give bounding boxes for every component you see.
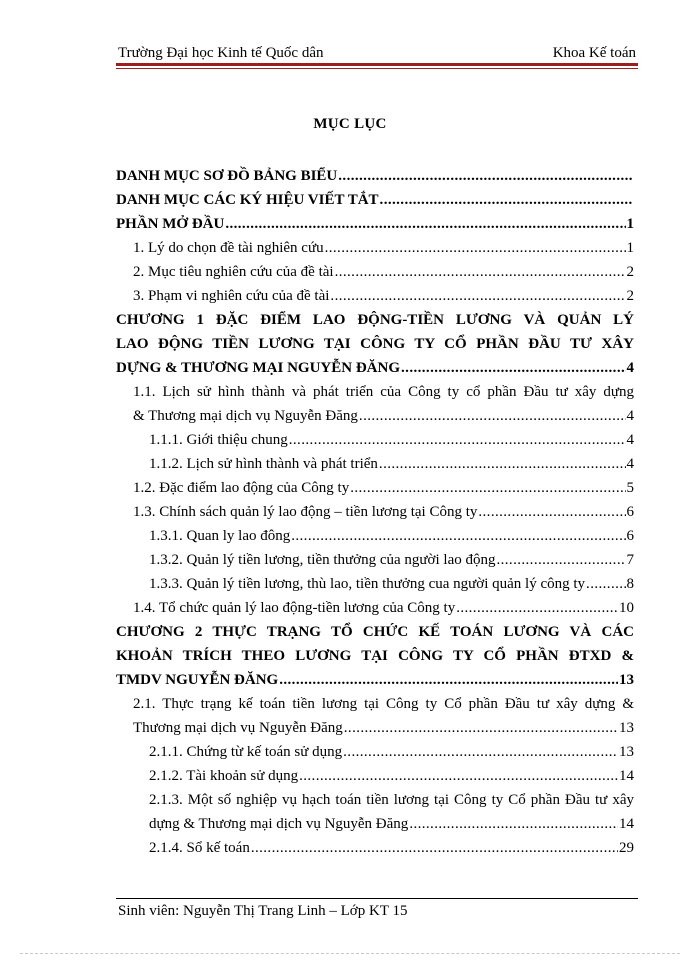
toc-entry[interactable] — [149, 452, 634, 476]
toc-entry-line[interactable]: 2.1. Thực trạng kế toán tiền lương tại Công ty Cổ phần Đầu tư xây dựng & — [133, 696, 634, 712]
toc-entry-text: 2.1.2. Tài khoản sử dụng — [149, 768, 299, 784]
toc-leader — [291, 524, 625, 548]
toc-leader — [401, 356, 625, 380]
toc-leader — [251, 836, 618, 860]
toc-entry[interactable] — [133, 716, 634, 740]
toc-entry-line[interactable]: 1.1. Lịch sử hình thành và phát triển của Công ty cổ phần Đầu tư xây dựng — [133, 384, 634, 400]
toc-leader — [379, 452, 626, 476]
toc-entry[interactable] — [133, 596, 634, 620]
toc-entry-text: DỰNG & THƯƠNG MẠI NGUYỄN ĐĂNG — [116, 360, 401, 376]
toc-leader — [478, 500, 625, 524]
toc-entry-line[interactable]: KHOẢN TRÍCH THEO LƯƠNG TẠI CÔNG TY CỔ PHẦN ĐTXD & — [116, 648, 634, 664]
toc-entry-text: 1.1.1. Giới thiệu chung — [149, 432, 288, 448]
header-rule-thin — [116, 68, 638, 69]
header-faculty: Khoa Kế toán — [552, 45, 636, 61]
toc-entry-text: 1.3.3. Quản lý tiền lương, thù lao, tiền thưởng cua người quản lý công ty — [149, 576, 586, 592]
toc-entry-text: & Thương mại dịch vụ Nguyễn Đăng — [133, 408, 358, 424]
toc-entry-page: 4 — [626, 360, 634, 376]
toc-leader — [338, 164, 633, 188]
header-rule — [116, 63, 638, 66]
toc-entry-text: 2.1.4. Sổ kế toán — [149, 840, 250, 856]
toc-leader — [380, 188, 633, 212]
toc-entry[interactable] — [116, 668, 634, 692]
toc-leader — [289, 428, 626, 452]
toc-entry-line[interactable]: CHƯƠNG 1 ĐẶC ĐIỂM LAO ĐỘNG-TIỀN LƯƠNG VÀ QUẢN LÝ — [116, 312, 634, 328]
toc-entry[interactable] — [149, 812, 634, 836]
toc-entry[interactable] — [133, 260, 634, 284]
toc-entry-page: 13 — [619, 720, 634, 736]
toc-entry-text: 1.3.2. Quản lý tiền lương, tiền thưởng của người lao động — [149, 552, 496, 568]
toc-entry-page: 1 — [626, 240, 634, 256]
toc-entry[interactable] — [116, 356, 634, 380]
toc-entry-text: 1.3.1. Quan ly lao đông — [149, 528, 291, 544]
toc-title: MỤC LỤC — [313, 116, 387, 132]
toc-entry[interactable] — [149, 764, 634, 788]
toc-entry-page: 6 — [626, 528, 634, 544]
toc-entry-text: TMDV NGUYỄN ĐĂNG — [116, 672, 279, 688]
toc-entry[interactable] — [116, 212, 634, 236]
toc-entry[interactable] — [116, 164, 634, 188]
toc-entry[interactable] — [133, 404, 634, 428]
toc-leader — [409, 812, 618, 836]
toc-entry-line[interactable]: LAO ĐỘNG TIỀN LƯƠNG TẠI CÔNG TY CỔ PHẦN ĐẦU TƯ XÂY — [116, 336, 634, 352]
toc-entry[interactable] — [149, 740, 634, 764]
toc-leader — [330, 284, 625, 308]
page-boundary — [20, 953, 680, 954]
toc-entry-text: 1.2. Đặc điểm lao động của Công ty — [133, 480, 350, 496]
toc-entry[interactable] — [149, 548, 634, 572]
toc-leader — [344, 716, 618, 740]
toc-entry[interactable] — [149, 524, 634, 548]
toc-entry-page: 4 — [626, 432, 634, 448]
toc-entry-text: 1.3. Chính sách quản lý lao động – tiền lương tại Công ty — [133, 504, 478, 520]
toc-entry[interactable] — [149, 836, 634, 860]
toc-leader — [299, 764, 618, 788]
toc-leader — [279, 668, 618, 692]
toc-entry-page: 7 — [626, 552, 634, 568]
toc-entry[interactable] — [133, 284, 634, 308]
toc-entry-page: 2 — [626, 288, 634, 304]
toc-leader — [325, 236, 626, 260]
toc-leader — [586, 572, 625, 596]
toc-entry[interactable] — [133, 236, 634, 260]
toc-entry-text: 2. Mục tiêu nghiên cứu của đề tài — [133, 264, 334, 280]
toc-entry-text: 1.1.2. Lịch sử hình thành và phát triển — [149, 456, 378, 472]
toc-entry-text: 1. Lý do chọn đề tài nghiên cứu — [133, 240, 324, 256]
toc-leader — [335, 260, 626, 284]
page-footer: Sinh viên: Nguyễn Thị Trang Linh – Lớp KT 15 — [118, 903, 408, 919]
toc-entry-line[interactable]: CHƯƠNG 2 THỰC TRẠNG TỔ CHỨC KẾ TOÁN LƯƠNG VÀ CÁC — [116, 624, 634, 640]
toc-leader — [225, 212, 625, 236]
toc-entry-text: 3. Phạm vi nghiên cứu của đề tài — [133, 288, 330, 304]
toc-entry-text: DANH MỤC CÁC KÝ HIỆU VIẾT TẮT — [116, 192, 379, 208]
toc-entry-text: 2.1.1. Chứng từ kế toán sử dụng — [149, 744, 343, 760]
toc-entry-page: 13 — [619, 744, 634, 760]
toc-entry-text: DANH MỤC SƠ ĐỒ BẢNG BIỂU — [116, 168, 338, 184]
toc-entry[interactable] — [133, 500, 634, 524]
toc-leader — [456, 596, 618, 620]
toc-entry-page: 10 — [619, 600, 634, 616]
toc-entry-page: 6 — [626, 504, 634, 520]
toc-entry-line[interactable]: 2.1.3. Một số nghiệp vụ hạch toán tiền lương tại Công ty Cổ phần Đầu tư xây — [149, 792, 634, 808]
toc-entry[interactable] — [116, 188, 634, 212]
toc-entry[interactable] — [149, 428, 634, 452]
toc-entry-text: dựng & Thương mại dịch vụ Nguyễn Đăng — [149, 816, 409, 832]
toc-leader — [343, 740, 618, 764]
toc-entry-page: 8 — [626, 576, 634, 592]
toc-leader — [496, 548, 625, 572]
toc-leader — [350, 476, 625, 500]
toc-entry-text: PHẦN MỞ ĐẦU — [116, 216, 225, 232]
toc-entry-page: 1 — [626, 216, 634, 232]
toc-entry-page: 5 — [626, 480, 634, 496]
toc-entry-page: 4 — [626, 408, 634, 424]
toc-entry[interactable] — [133, 476, 634, 500]
header-university: Trường Đại học Kinh tế Quốc dân — [118, 45, 324, 61]
toc-entry-page: 14 — [619, 768, 634, 784]
toc-entry-page: 4 — [626, 456, 634, 472]
toc-entry-text: Thương mại dịch vụ Nguyễn Đăng — [133, 720, 343, 736]
toc-entry[interactable] — [149, 572, 634, 596]
footer-rule — [116, 898, 638, 899]
toc-leader — [359, 404, 626, 428]
toc-entry-page: 13 — [619, 672, 634, 688]
toc-entry-text: 1.4. Tổ chức quản lý lao động-tiền lương của Công ty — [133, 600, 456, 616]
page-header — [118, 40, 636, 62]
toc-entry-page: 2 — [626, 264, 634, 280]
toc-entry-page: 14 — [619, 816, 634, 832]
toc-entry-page: 29 — [619, 840, 634, 856]
